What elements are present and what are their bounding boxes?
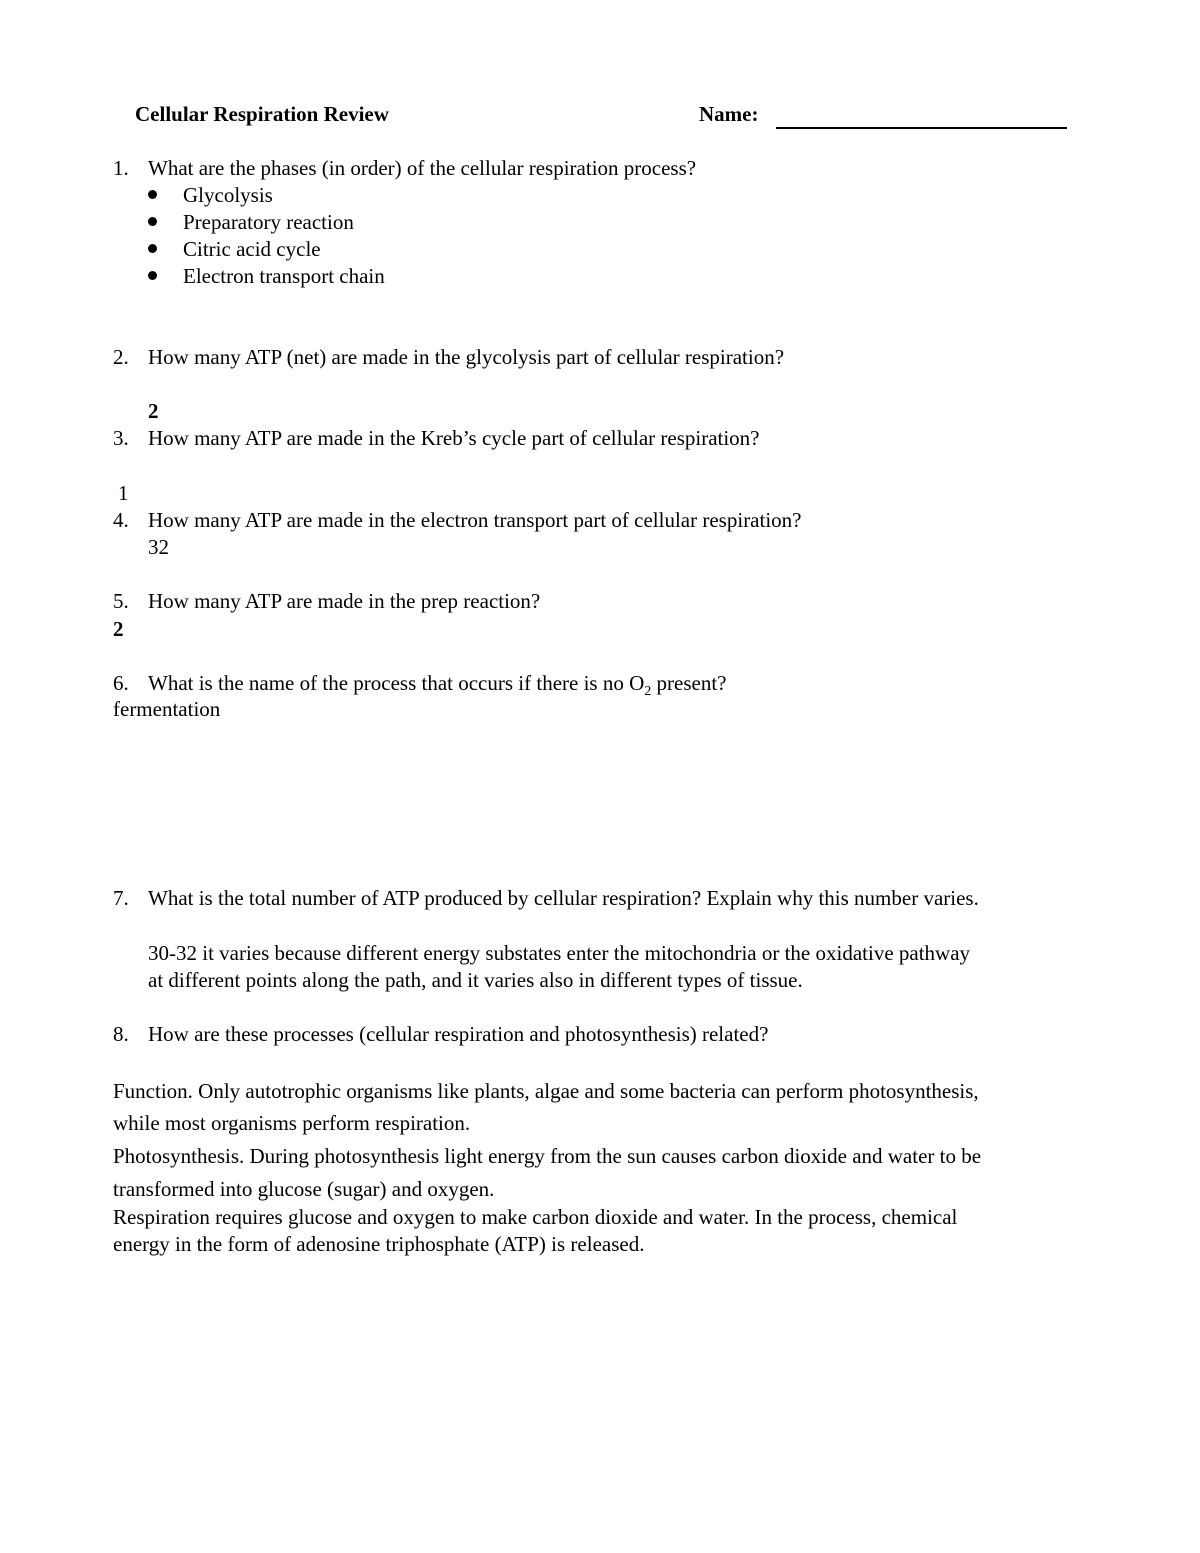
question-7-text: What is the total number of ATP produced by cellular respiration? Explain why this number varies.: [148, 886, 979, 910]
name-blank-line: [776, 127, 1067, 129]
question-7-answer-line: 30-32 it varies because different energy substates enter the mitochondria or the oxidative pathway: [148, 941, 971, 965]
question-5-answer: 2: [113, 617, 124, 641]
question-2-text: How many ATP (net) are made in the glycolysis part of cellular respiration?: [148, 345, 785, 369]
question-5-number: 5.: [113, 589, 129, 613]
question-4-text: How many ATP are made in the electron transport part of cellular respiration?: [148, 508, 802, 532]
question-4-number: 4.: [113, 508, 129, 532]
question-8-answer-line: while most organisms perform respiration.: [113, 1111, 471, 1135]
name-label: Name:: [699, 102, 759, 126]
question-8-number: 8.: [113, 1022, 129, 1046]
question-3-number: 3.: [113, 426, 129, 450]
question-8-answer-line: Respiration requires glucose and oxygen to make carbon dioxide and water. In the process, chemical: [113, 1205, 958, 1229]
question-8-answer-line: Photosynthesis. During photosynthesis light energy from the sun causes carbon dioxide and water to be: [113, 1144, 982, 1168]
question-8-answer-line: energy in the form of adenosine triphosphate (ATP) is released.: [113, 1232, 645, 1256]
question-2-answer: 2: [148, 399, 159, 423]
question-3-answer: 1: [118, 481, 129, 505]
question-6-number: 6.: [113, 671, 129, 695]
phase-list-item: Citric acid cycle: [183, 237, 321, 261]
question-4-answer: 32: [148, 535, 169, 559]
question-8-answer-line: Function. Only autotrophic organisms like plants, algae and some bacteria can perform photosynthesis,: [113, 1079, 979, 1103]
question-8-answer-line: transformed into glucose (sugar) and oxygen.: [113, 1177, 495, 1201]
bullet-icon: [148, 271, 157, 280]
question-6-answer: fermentation: [113, 697, 221, 721]
bullet-icon: [148, 190, 157, 199]
question-6-text: [148, 670, 727, 700]
question-7-answer-line: at different points along the path, and it varies also in different types of tissue.: [148, 968, 803, 992]
question-6-text-after: present?: [651, 671, 727, 695]
phase-list-item: Preparatory reaction: [183, 210, 354, 234]
worksheet-title: Cellular Respiration Review: [135, 102, 389, 126]
question-5-text: How many ATP are made in the prep reaction?: [148, 589, 541, 613]
question-1-text: What are the phases (in order) of the cellular respiration process?: [148, 156, 697, 180]
bullet-icon: [148, 217, 157, 226]
question-1-number: 1.: [113, 156, 129, 180]
phase-list-item: Glycolysis: [183, 183, 273, 207]
question-6-text-before: What is the name of the process that occurs if there is no O: [148, 671, 645, 695]
question-2-number: 2.: [113, 345, 129, 369]
bullet-icon: [148, 244, 157, 253]
question-7-number: 7.: [113, 886, 129, 910]
phase-list-item: Electron transport chain: [183, 264, 385, 288]
oxygen-subscript: 2: [644, 684, 652, 700]
question-3-text: How many ATP are made in the Kreb’s cycle part of cellular respiration?: [148, 426, 760, 450]
question-8-text: How are these processes (cellular respiration and photosynthesis) related?: [148, 1022, 769, 1046]
